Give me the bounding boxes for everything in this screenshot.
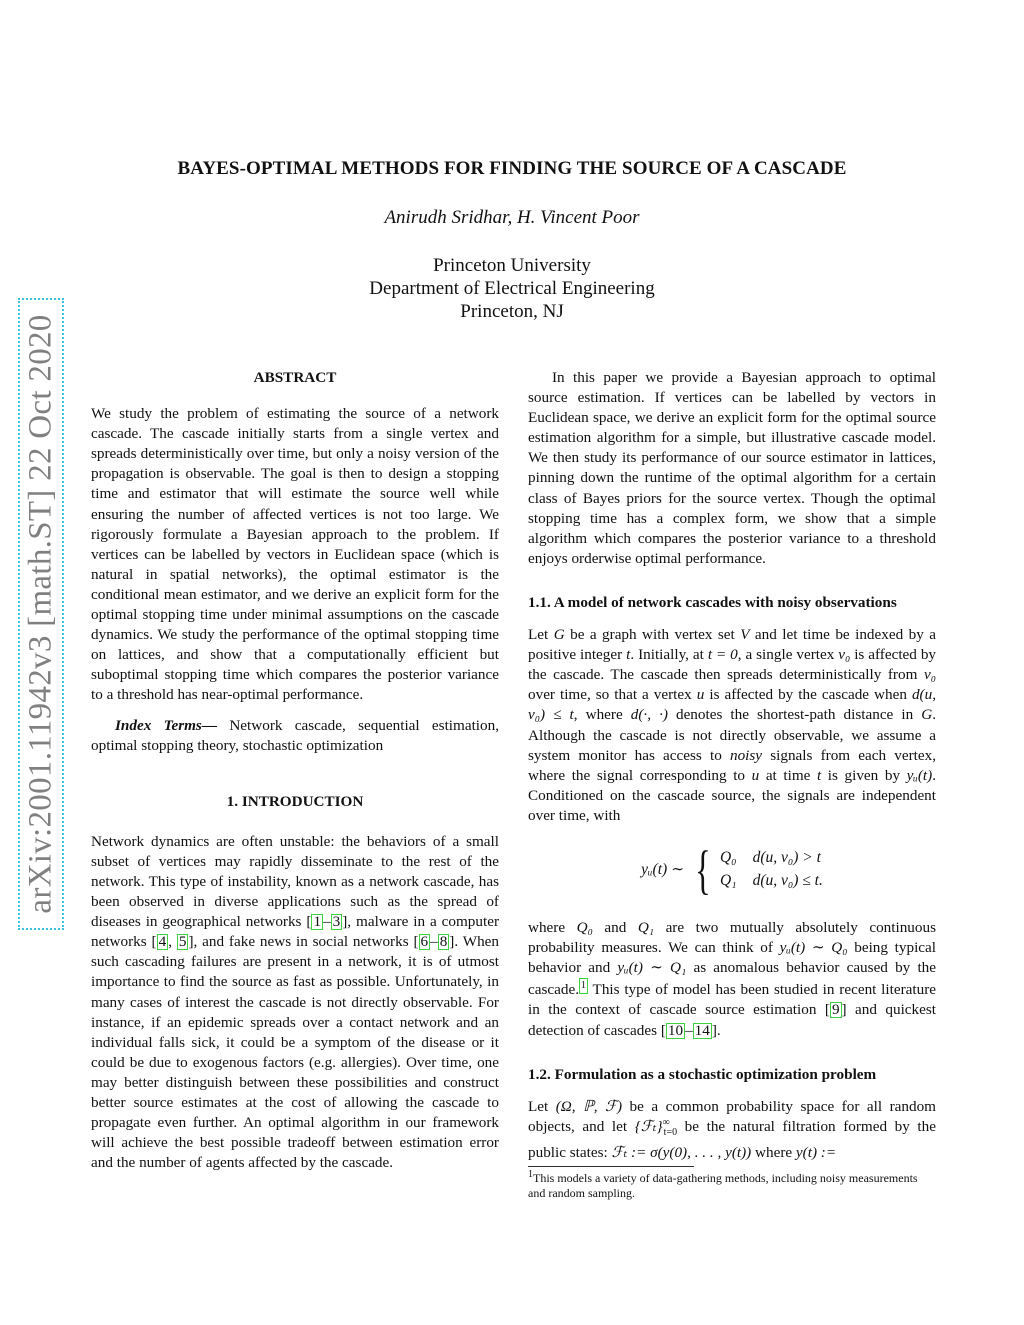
- arxiv-sidebar: [18, 298, 64, 930]
- right-column: [528, 368, 936, 1201]
- introduction-heading: 1. INTRODUCTION: [226, 792, 364, 810]
- intro-paragraph-1: Network dynamics are often unstable: the behaviors of a small subset of vertices may rapidly disseminate to the rest of the network. This type of instability, known as a network cascade, has been observed in diverse applications such as the spread of diseases in geographical networks [ 1 – 3 ], malware in a computer networks [ 4 , 5 ], and fake news in social networks [ 6 – 8 ]. When such cascading failures are present in a network, it is of utmost importance to find the source as fast as possible. Unfortunately, in many cases of interest the cascade is not directly observable. For instance, if an epidemic spreads over a contact network and an individual falls sick, it could be a symptom of the disease or it could be due to exogenous factors (e.g. allergies). Over time, one may better distinguish between these possibilities and construct better source estimates at the cost of allowing the cascade to propagate even further. An optimal algorithm in our framework will achieve the best possible tradeoff between estimation error and the number of agents affected by the cascade.: [91, 832, 500, 1172]
- footnote-mark: 1: [528, 1169, 533, 1180]
- citation-link[interactable]: 3: [332, 913, 341, 931]
- footnote: [528, 1171, 936, 1201]
- citation-link[interactable]: 5: [178, 933, 187, 951]
- arxiv-id: arXiv:2001.11942v3 [math.ST] 22 Oct 2020: [22, 314, 59, 914]
- citation-link[interactable]: 6: [420, 933, 429, 951]
- paper-authors: Anirudh Sridhar, H. Vincent Poor: [384, 207, 640, 228]
- citation-link[interactable]: 9: [831, 1001, 840, 1019]
- section-1-2-heading: 1.2. Formulation as a stochastic optimization problem: [528, 1065, 877, 1083]
- affiliation-university: Princeton University: [433, 255, 591, 276]
- index-terms-text: Network cascade, sequential estimation, optimal stopping theory, stochastic optimization: [91, 716, 499, 754]
- affiliation-location: Princeton, NJ: [460, 301, 564, 322]
- section-1-1-paragraph-2: where Q₀ and Q₁ are two mutually absolutely continuous probability measures. We can think of yᵤ(t) ∼ Q₀ being typical behavior and yᵤ(t) ∼ Q₁ as anomalous behavior caused by the cascade. $^1$ This type of model has been studied in recent literature in the context of cascade source estimation [ 9 ] and quickest detection of cascades [ 10 – 14 ].: [528, 918, 937, 1039]
- section-1-2-paragraph: Let (Ω, ℙ, ℱ) be a common probability space for all random objects, and let $\{ℱ_t\}^\infty_{t=0}$ be the natural filtration formed by the public states: ℱₜ := σ(y(0), . . . , y(t)) where y(t) :=: [528, 1097, 936, 1161]
- citation-link[interactable]: 14: [694, 1021, 710, 1039]
- footnote-link[interactable]: 1: [579, 978, 588, 994]
- affiliation-department: Department of Electrical Engineering: [369, 278, 655, 299]
- footnote-text: This models a variety of data-gathering methods, including noisy measurements and random sampling.: [528, 1171, 918, 1200]
- abstract-text: We study the problem of estimating the source of a network cascade. The cascade initially starts from a single vertex and spreads deterministically over time, but only a noisy version of the propagation is observable. The goal is then to design a stopping time and estimator that will estimate the source well while ensuring the number of affected vertices is not too large. We rigorously formulate a Bayesian approach to the problem. If vertices can be labelled by vectors in Euclidean space (which is natural in spatial networks), the optimal estimator is the conditional mean estimator, and we derive an explicit form for the optimal stopping time under minimal assumptions on the cascade dynamics. We study the performance of the optimal stopping time on lattices, and show that a computationally efficient but suboptimal stopping time which compares the posterior variance to a threshold has near-optimal performance.: [91, 405, 499, 704]
- equation-cases: Q₀ d(u, v₀) > t Q₁ d(u, v₀) ≤ t.: [719, 849, 823, 890]
- citation-link[interactable]: 1: [313, 913, 322, 931]
- citation-link[interactable]: 10: [667, 1021, 684, 1039]
- index-terms: [91, 716, 499, 756]
- footnote-rule: [528, 1166, 694, 1167]
- signal-equation: [528, 834, 936, 906]
- citation-link[interactable]: 8: [439, 933, 448, 951]
- index-terms-label: Index Terms—: [115, 716, 218, 734]
- abstract-heading: ABSTRACT: [253, 369, 337, 386]
- section-1-1-heading: 1.1. A model of network cascades with noisy observations: [528, 593, 897, 611]
- affiliation: [0, 254, 1024, 323]
- equation-lhs: yᵤ(t) ∼: [641, 860, 685, 878]
- equation-brace: {: [695, 839, 711, 900]
- intro-paragraph-2: In this paper we provide a Bayesian approach to optimal source estimation. If vertices can be labelled by vectors in Euclidean space, we derive an explicit form for the optimal source estimation algorithm for a simple, but illustrative cascade model. We then study its performance of our source estimator in lattices, pinning down the runtime of the optimal algorithm for a certain class of Bayes priors for the source vertex. Though the optimal stopping time has a complex form, we show that a simple algorithm which compares the posterior variance to a threshold enjoys orderwise optimal performance.: [528, 369, 936, 567]
- left-column: [91, 368, 499, 1173]
- citation-link[interactable]: 4: [158, 933, 167, 951]
- section-1-1-paragraph: Let G be a graph with vertex set V and let time be indexed by a positive integer t. Initially, at t = 0, a single vertex v₀ is affected by the cascade. The cascade then spreads deterministically from v₀ over time, so that a vertex u is affected by the cascade when d(u, v₀) ≤ t, where d(·, ·) denotes the shortest-path distance in G. Although the cascade is not directly observable, we assume a system monitor has access to noisy signals from each vertex, where the signal corresponding to u at time t is given by yᵤ(t). Conditioned on the cascade source, the signals are independent over time, with: [528, 626, 937, 824]
- paper-title: BAYES-OPTIMAL METHODS FOR FINDING THE SOURCE OF A CASCADE: [177, 158, 847, 179]
